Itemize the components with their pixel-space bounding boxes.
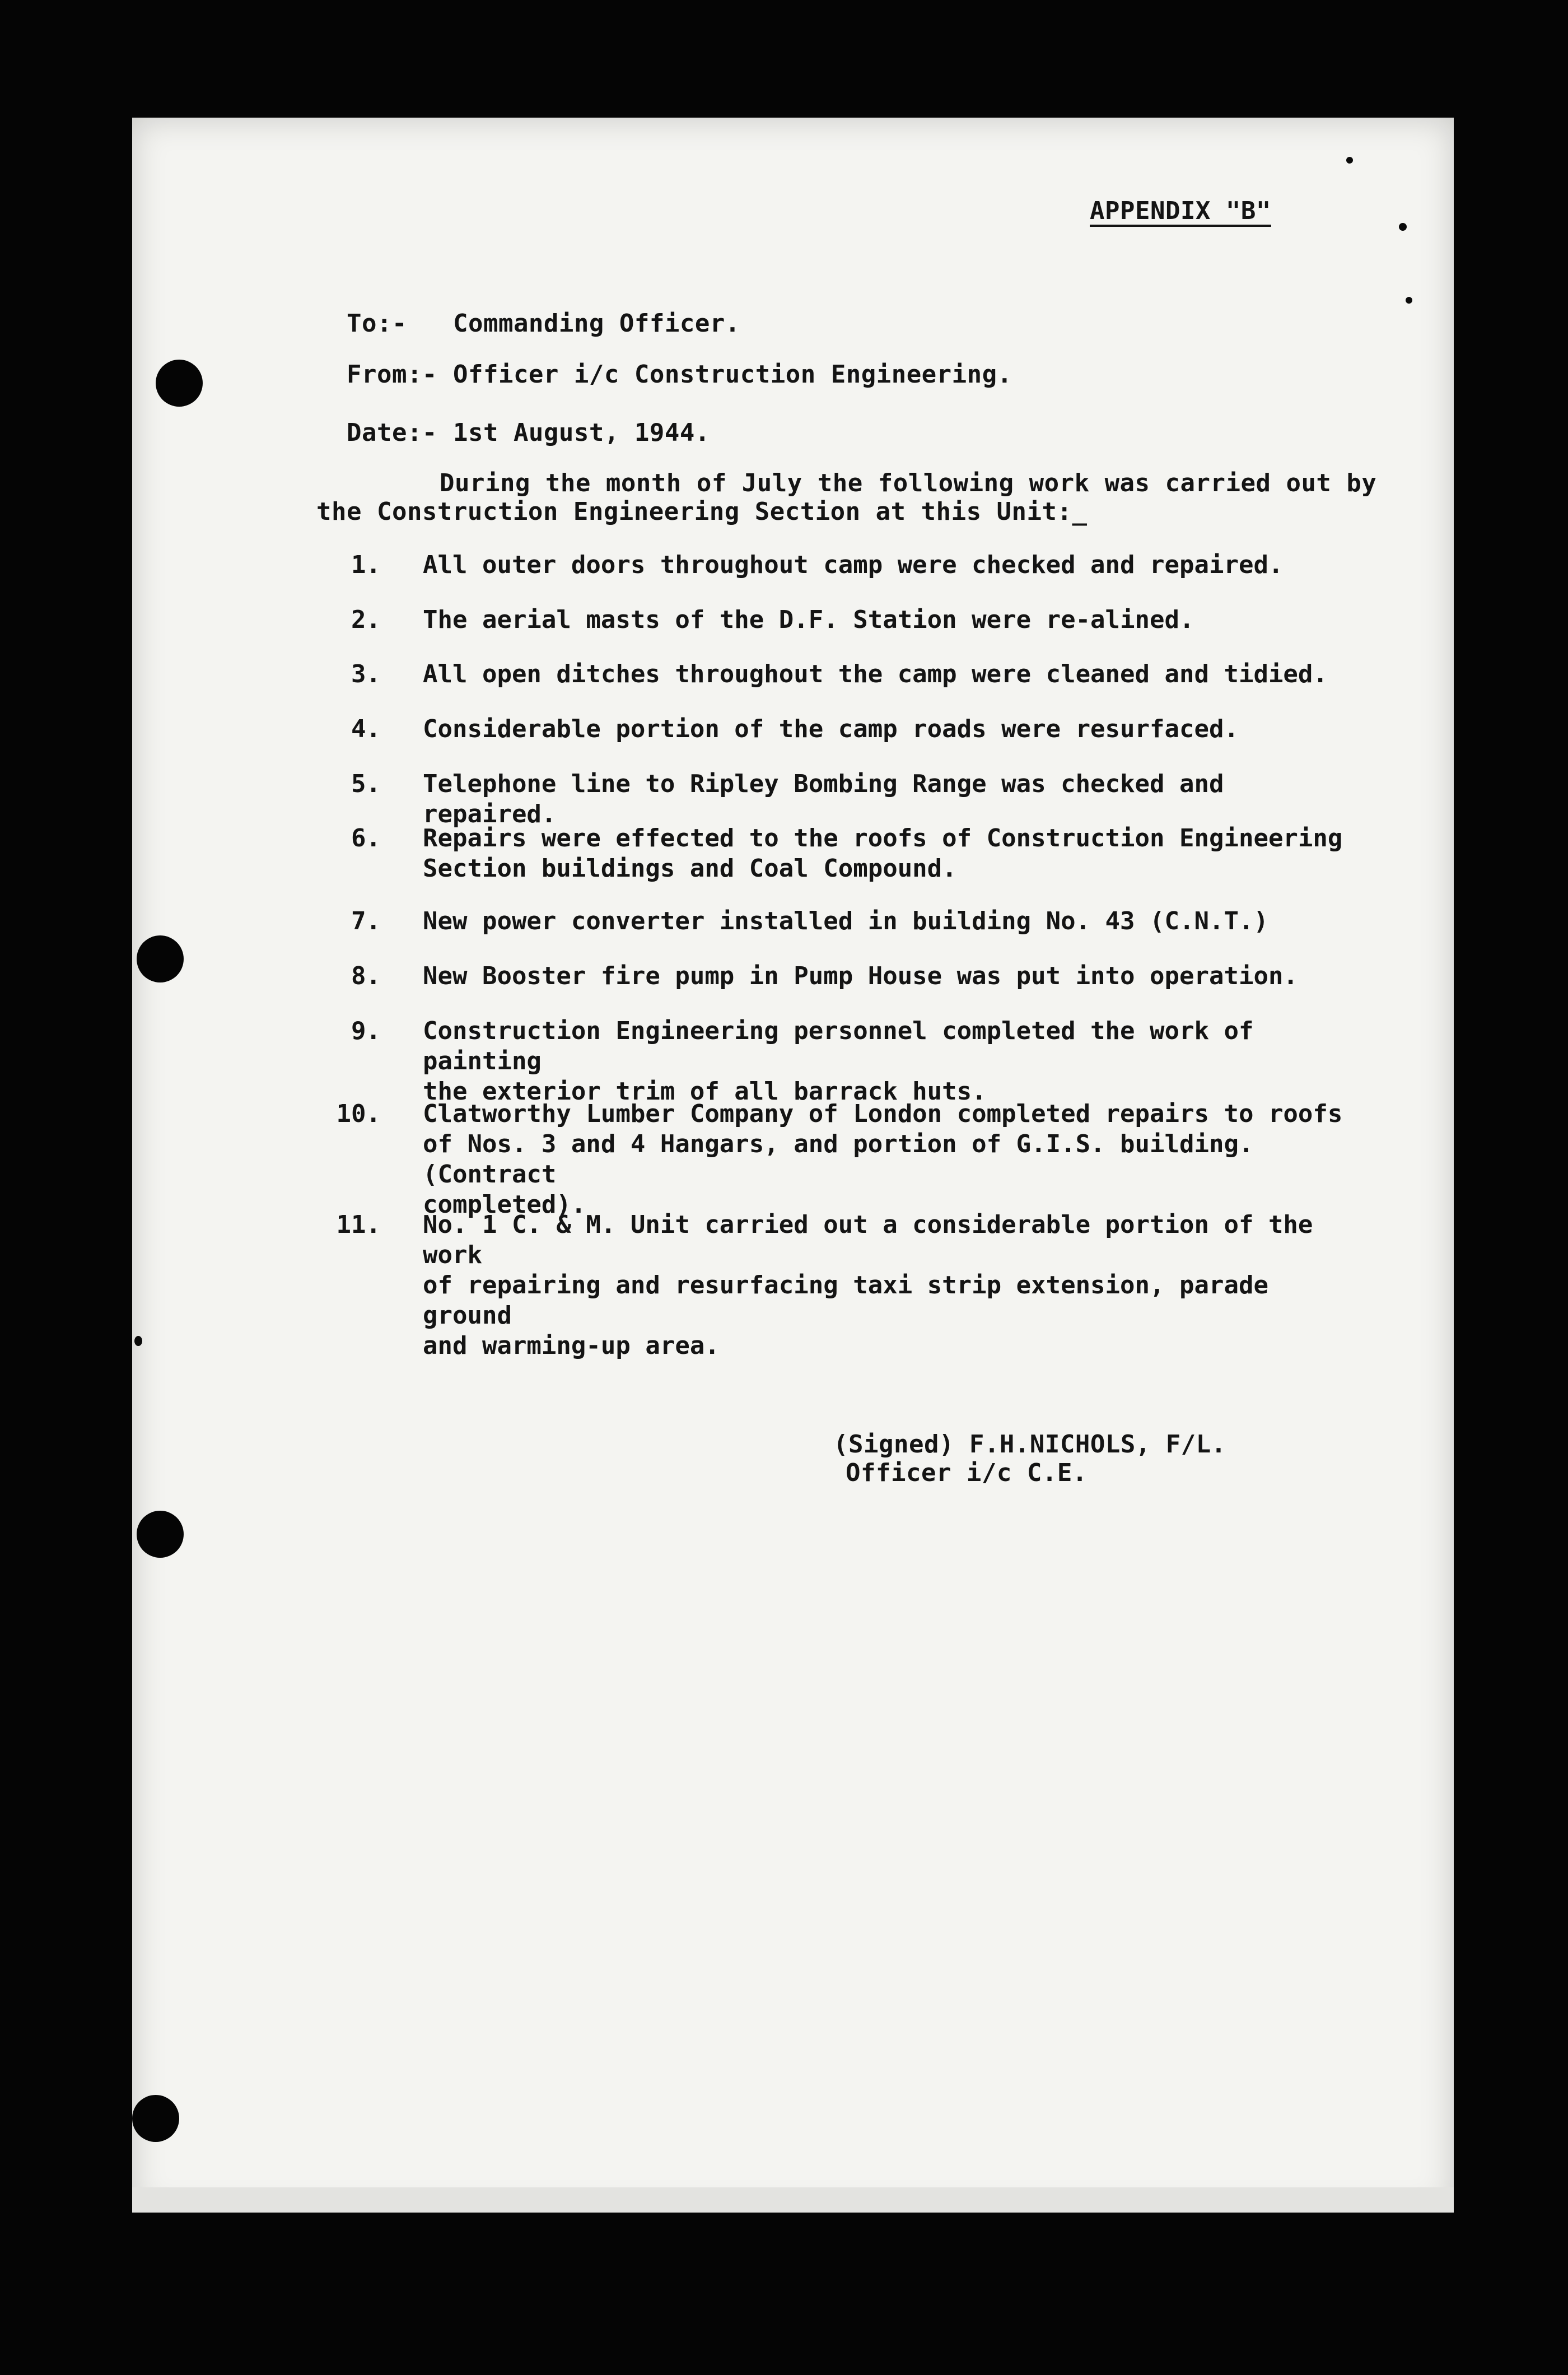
- list-item: All outer doors throughout camp were checked and repaired.: [423, 551, 1284, 579]
- list-item: New power converter installed in building No. 43 (C.N.T.): [423, 907, 1268, 935]
- list-item: All open ditches throughout the camp were cleaned and tidied.: [423, 660, 1328, 688]
- from-value: Officer i/c Construction Engineering.: [452, 360, 1012, 389]
- list-item: Construction Engineering personnel completed the work of painting the exterior trim of all barrack huts.: [423, 1017, 1254, 1106]
- from-line: [316, 329, 1012, 390]
- list-item: Considerable portion of the camp roads were resurfaced.: [423, 715, 1239, 743]
- punch-hole-middle: [137, 935, 184, 982]
- page-bottom-edge: [132, 2187, 1454, 2213]
- list-item: The aerial masts of the D.F. Station were re-alined.: [423, 606, 1194, 634]
- signature-line: (Signed) F.H.NICHOLS, F/L.: [833, 1430, 1226, 1459]
- list-item-number: 8.: [351, 962, 381, 990]
- list-item-number: 7.: [351, 907, 381, 935]
- list-item: Telephone line to Ripley Bombing Range was checked and repaired.: [423, 770, 1224, 828]
- punch-hole-lower: [137, 1511, 184, 1558]
- list-item: New Booster fire pump in Pump House was put into operation.: [423, 962, 1298, 990]
- list-item-number: 11.: [336, 1210, 381, 1239]
- ink-speck: [1406, 297, 1412, 304]
- ink-speck: [134, 1336, 142, 1346]
- list-item-number: 6.: [351, 824, 381, 853]
- list-item: Clatworthy Lumber Company of London completed repairs to roofs of Nos. 3 and 4 Hangars, and portion of G.I.S. building. (Contract completed).: [423, 1100, 1343, 1219]
- punch-hole-top: [156, 360, 203, 407]
- date-value: 1st August, 1944.: [452, 418, 710, 447]
- list-item-number: 2.: [351, 606, 381, 634]
- list-item-number: 5.: [351, 770, 381, 798]
- ink-speck: [1399, 223, 1407, 231]
- appendix-heading: APPENDIX "B": [1090, 197, 1271, 225]
- date-label: Date:-: [346, 418, 437, 447]
- list-item: No. 1 C. & M. Unit carried out a considerable portion of the work of repairing and resurfacing taxi strip extension, parade ground and warming-up area.: [423, 1210, 1313, 1360]
- ink-speck: [1346, 157, 1353, 164]
- intro-paragraph-line-2: the Construction Engineering Section at this Unit:_: [316, 497, 1088, 526]
- date-line: [316, 388, 710, 448]
- intro-paragraph-line-1: During the month of July the following work was carried out by: [440, 469, 1377, 497]
- list-item-number: 4.: [351, 715, 381, 743]
- punch-hole-bottom: [132, 2095, 179, 2142]
- to-value: Commanding Officer.: [452, 309, 740, 338]
- to-label: To:-: [346, 309, 407, 338]
- list-item-number: 10.: [336, 1100, 381, 1128]
- list-item-number: 1.: [351, 551, 381, 579]
- from-label: From:-: [346, 360, 437, 389]
- list-item-number: 3.: [351, 660, 381, 688]
- signature-title: Officer i/c C.E.: [846, 1459, 1088, 1487]
- list-item: Repairs were effected to the roofs of Construction Engineering Section buildings and Coal Compound.: [423, 824, 1343, 883]
- list-item-number: 9.: [351, 1017, 381, 1045]
